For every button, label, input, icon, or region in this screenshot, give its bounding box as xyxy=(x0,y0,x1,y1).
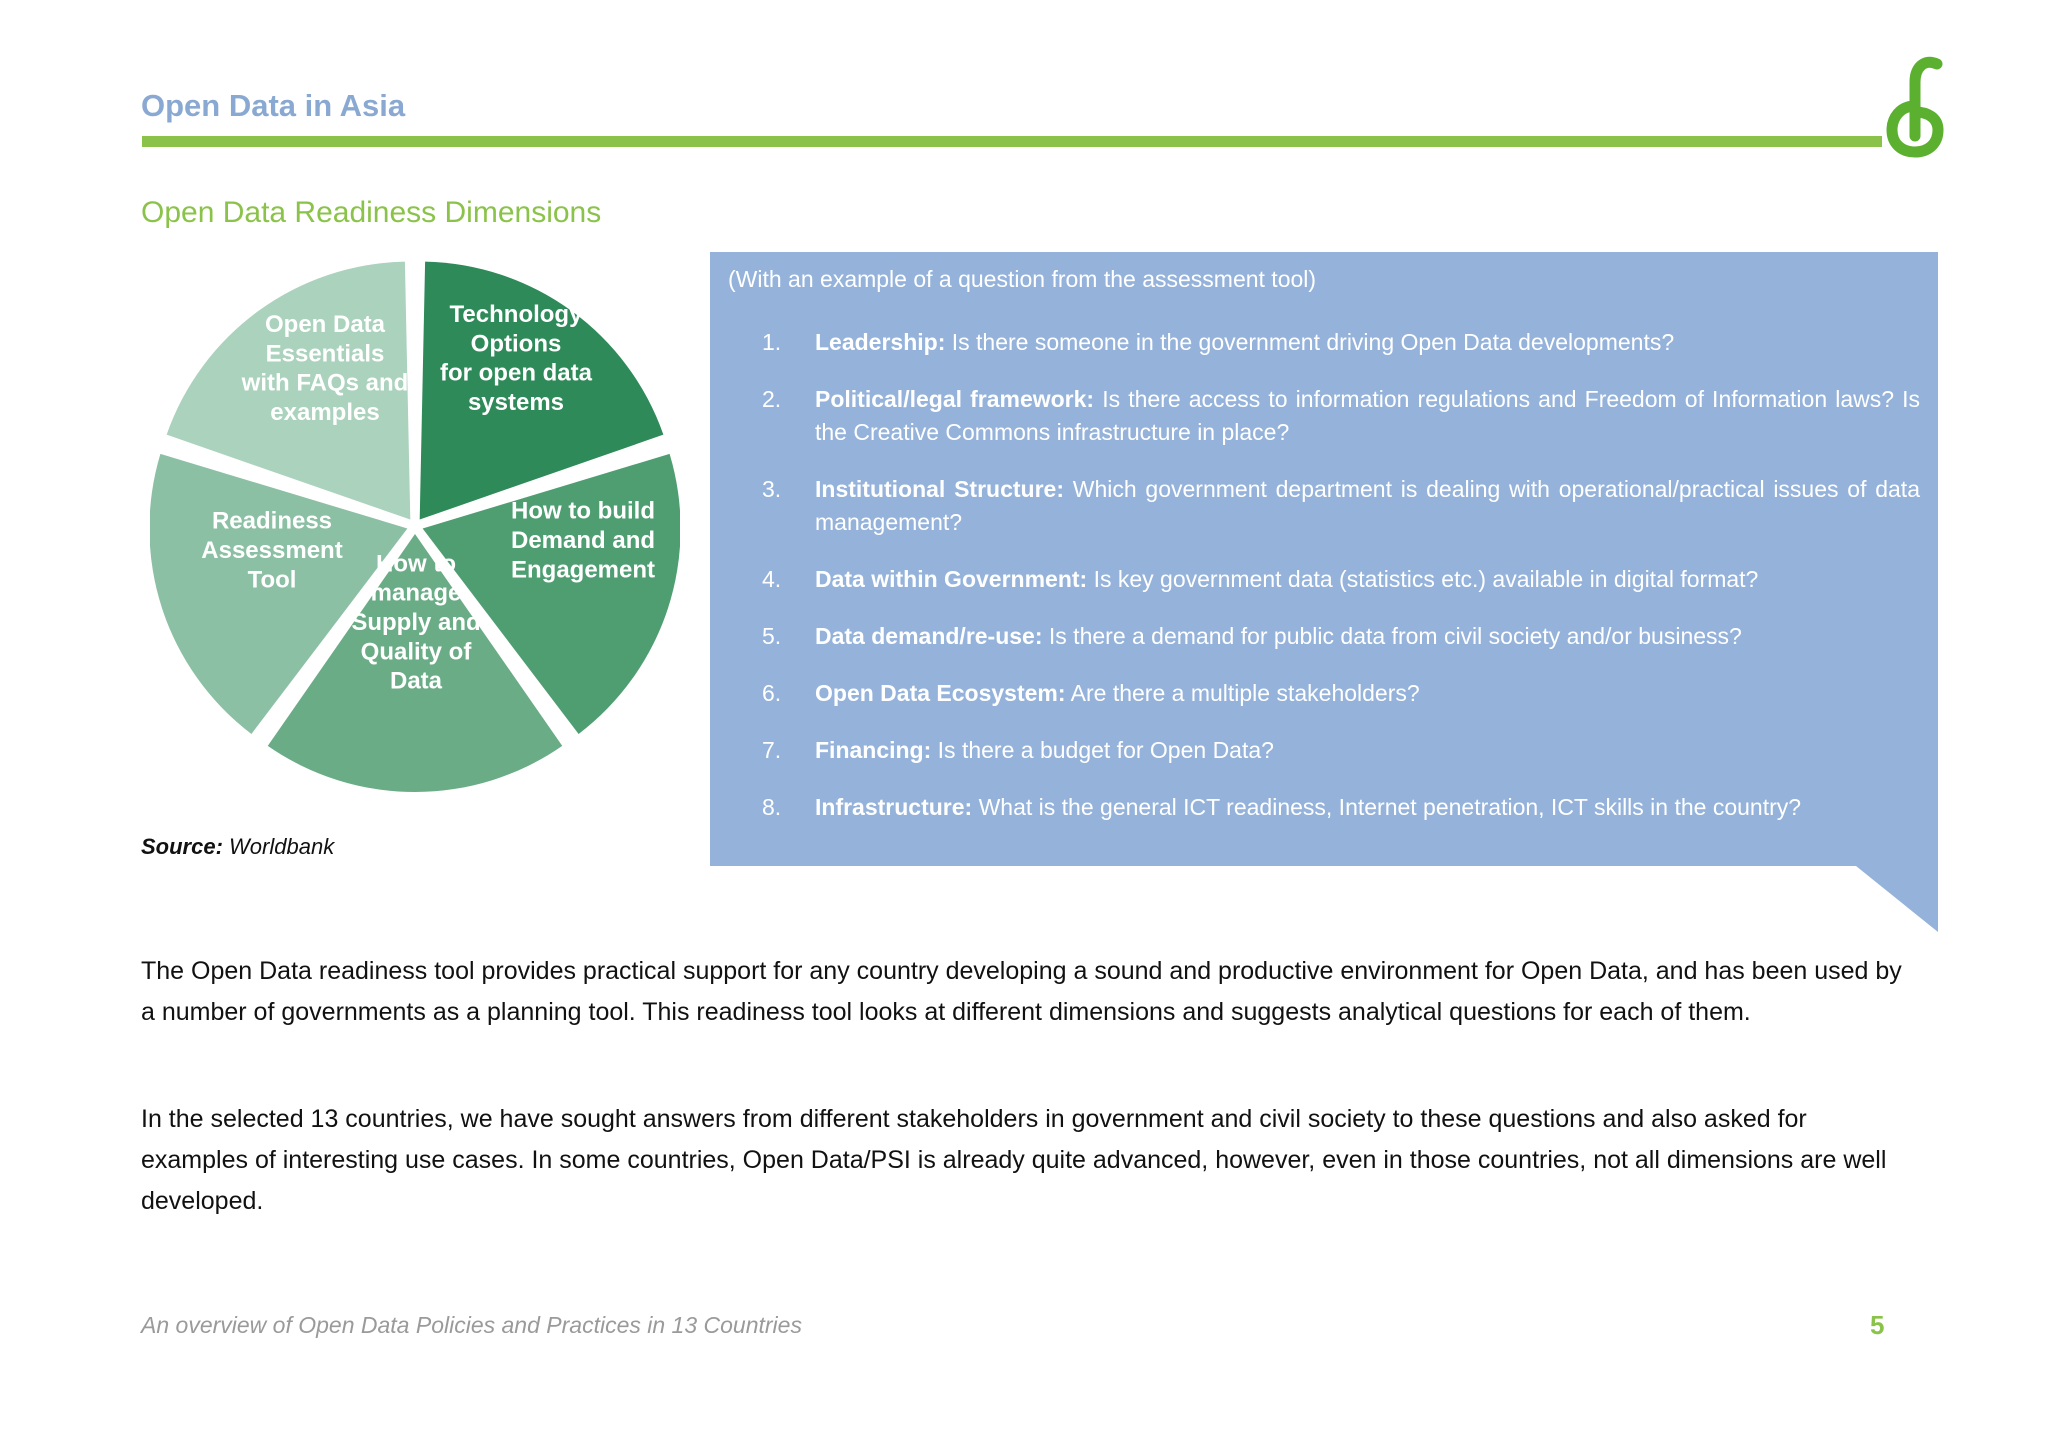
pie-segment-label: Options xyxy=(470,330,562,358)
question-text: Is there someone in the government driving Open Data developments? xyxy=(951,329,1675,355)
pie-segment-label: Essentials xyxy=(265,340,385,368)
question-item xyxy=(762,791,1920,824)
question-label: Financing: xyxy=(815,737,932,763)
pie-segment-label: for open data xyxy=(439,359,593,387)
source-label: Source: xyxy=(141,834,223,859)
callout-intro: (With an example of a question from the assessment tool) xyxy=(728,266,1317,292)
question-number: 1. xyxy=(762,329,782,355)
question-text: Is there a budget for Open Data? xyxy=(937,737,1274,763)
question-text: Is there access to information regulations and Freedom of Information laws? Is the Creative Commons infrastructure in place? xyxy=(815,386,1921,445)
pie-segment-label: Demand and xyxy=(510,527,656,554)
body-paragraph-2: In the selected 13 countries, we have sought answers from different stakeholders in government and civil society to these questions and also asked for examples of interesting use cases. In some countries, Open Data/PSI is already quite advanced, however, even in those countries, not all dimensions are well developed. xyxy=(141,1105,1887,1215)
question-label: Infrastructure: xyxy=(815,794,973,820)
question-item xyxy=(762,620,1920,653)
question-label: Institutional Structure: xyxy=(815,476,1064,502)
pie-segment-label: Technology xyxy=(449,301,583,329)
body-paragraph-1: The Open Data readiness tool provides practical support for any country developing a sound and productive environment for Open Data, and has been used by a number of governments as a planning tool. This readiness tool looks at different dimensions and suggests analytical questions for each of them. xyxy=(141,957,1902,1026)
question-number: 4. xyxy=(762,566,782,592)
question-label: Data demand/re-use: xyxy=(815,623,1043,649)
pie-segment-label: Open Data xyxy=(264,311,386,339)
readiness-pie-diagram xyxy=(150,258,680,794)
question-label: Political/legal framework: xyxy=(815,386,1095,412)
question-item xyxy=(762,326,1920,359)
question-label: Data within Government: xyxy=(815,566,1088,592)
page-number: 5 xyxy=(1870,1310,1885,1340)
logo-icon xyxy=(1880,54,1950,160)
pie-segment-label: How to build xyxy=(511,497,655,525)
question-item xyxy=(762,677,1920,710)
question-number: 6. xyxy=(762,680,782,706)
pie-segment-label: Data xyxy=(389,667,443,695)
header-rule xyxy=(142,136,1882,147)
source-value: Worldbank xyxy=(229,834,335,859)
pie-segment-label: with FAQs and xyxy=(241,369,409,397)
question-text: Are there a multiple stakeholders? xyxy=(1070,680,1420,706)
question-item xyxy=(762,383,1920,449)
pie-segment-label: examples xyxy=(270,398,380,426)
question-label: Leadership: xyxy=(815,329,946,355)
header-title: Open Data in Asia xyxy=(141,88,406,123)
question-label: Open Data Ecosystem: xyxy=(815,680,1066,706)
pie-segment-label: Tool xyxy=(247,566,297,594)
question-item xyxy=(762,563,1920,596)
question-text: What is the general ICT readiness, Internet penetration, ICT skills in the country? xyxy=(978,794,1802,820)
question-number: 7. xyxy=(762,737,782,763)
question-item xyxy=(762,473,1920,539)
question-number: 3. xyxy=(762,476,782,502)
pie-segment-label: Engagement xyxy=(510,556,656,584)
pie-segment-label: Supply and xyxy=(351,609,481,636)
pie-segment-label: manage xyxy=(370,579,462,607)
pie-segment-label: How to xyxy=(376,550,456,578)
question-text: Is key government data (statistics etc.) available in digital format? xyxy=(1093,566,1759,592)
question-list xyxy=(762,326,1920,848)
footer-text: An overview of Open Data Policies and Practices in 13 Countries xyxy=(141,1312,802,1338)
pie-segment-label: Readiness xyxy=(211,507,333,535)
pie-segment-label: Assessment xyxy=(201,537,343,564)
source-caption xyxy=(141,834,334,860)
question-text: Which government department is dealing with operational/practical issues of data management? xyxy=(815,476,1920,535)
pie-segment-label: systems xyxy=(467,388,565,416)
pie-segment-label: Quality of xyxy=(360,638,472,666)
question-item xyxy=(762,734,1920,767)
question-text: Is there a demand for public data from civil society and/or business? xyxy=(1048,623,1742,649)
question-number: 2. xyxy=(762,386,782,412)
question-number: 8. xyxy=(762,794,782,820)
question-number: 5. xyxy=(762,623,782,649)
section-title: Open Data Readiness Dimensions xyxy=(141,196,602,229)
